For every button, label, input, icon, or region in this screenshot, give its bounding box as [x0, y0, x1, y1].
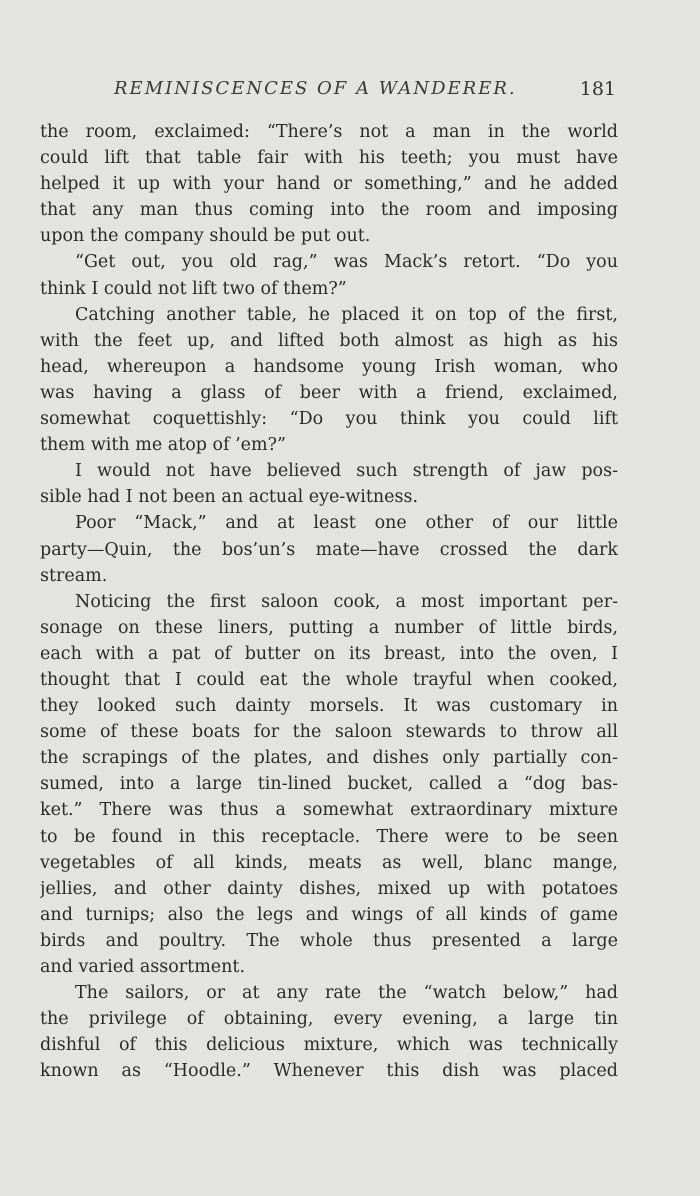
text-line: the privilege of obtaining, every evening, a large tin [40, 1009, 618, 1030]
text-line: “Get out, you old rag,” was Mack’s retort. “Do you [75, 252, 618, 273]
text-line: I would not have believed such strength of jaw pos- [75, 461, 618, 482]
text-line: helped it up with your hand or something,” and he added [40, 174, 618, 195]
text-line: Poor “Mack,” and at least one other of our little [75, 513, 618, 534]
text-line: to be found in this receptacle. There were to be seen [40, 826, 618, 847]
text-line: stream. [40, 565, 108, 586]
text-line: sumed, into a large tin-lined bucket, called a “dog bas- [40, 774, 618, 795]
page-number: 181 [579, 78, 616, 100]
text-line: and varied assortment. [40, 957, 246, 977]
text-line: dishful of this delicious mixture, which was technically [40, 1035, 618, 1056]
text-line: The sailors, or at any rate the “watch below,” had [75, 983, 618, 1004]
text-line: the room, exclaimed: “There’s not a man in the world [40, 122, 618, 142]
text-line: and turnips; also the legs and wings of all kinds of game [40, 904, 618, 925]
text-line: thought that I could eat the whole trayful when cooked, [40, 669, 618, 690]
text-line: them with me atop of ’em?” [40, 435, 286, 456]
running-title: REMINISCENCES OF A WANDERER. [114, 78, 517, 99]
text-line: they looked such dainty morsels. It was customary in [40, 696, 618, 717]
text-line: known as “Hoodle.” Whenever this dish was placed [40, 1061, 618, 1082]
text-line: sible had I not been an actual eye-witness. [40, 487, 419, 508]
text-line: vegetables of all kinds, meats as well, blanc mange, [40, 852, 618, 873]
text-line: birds and poultry. The whole thus presented a large [40, 930, 618, 951]
text-line: with the feet up, and lifted both almost as high as his [40, 330, 618, 351]
running-head [40, 70, 618, 110]
text-line: Catching another table, he placed it on top of the first, [75, 304, 618, 325]
text-line: upon the company should be put out. [40, 226, 371, 247]
text-line: jellies, and other dainty dishes, mixed up with potatoes [40, 878, 618, 899]
text-line: could lift that table fair with his teeth; you must have [40, 148, 618, 169]
text-line: that any man thus coming into the room and imposing [40, 200, 618, 221]
text-line: think I could not lift two of them?” [40, 278, 347, 299]
text-line: was having a glass of beer with a friend, exclaimed, [40, 382, 618, 403]
text-line: ket.” There was thus a somewhat extraordinary mixture [40, 800, 618, 821]
text-line: party—Quin, the bos’un’s mate—have crossed the dark [40, 539, 618, 560]
text-line: sonage on these liners, putting a number of little birds, [40, 617, 618, 638]
text-line: head, whereupon a handsome young Irish woman, who [40, 356, 618, 377]
text-line: some of these boats for the saloon stewards to throw all [40, 722, 618, 743]
text-line: Noticing the first saloon cook, a most important per- [75, 591, 618, 612]
text-line: each with a pat of butter on its breast, into the oven, I [40, 643, 618, 664]
body-text [40, 119, 618, 1084]
text-line: somewhat coquettishly: “Do you think you could lift [40, 409, 618, 430]
book-page [40, 70, 618, 1084]
text-line: the scrapings of the plates, and dishes only partially con- [40, 748, 618, 769]
